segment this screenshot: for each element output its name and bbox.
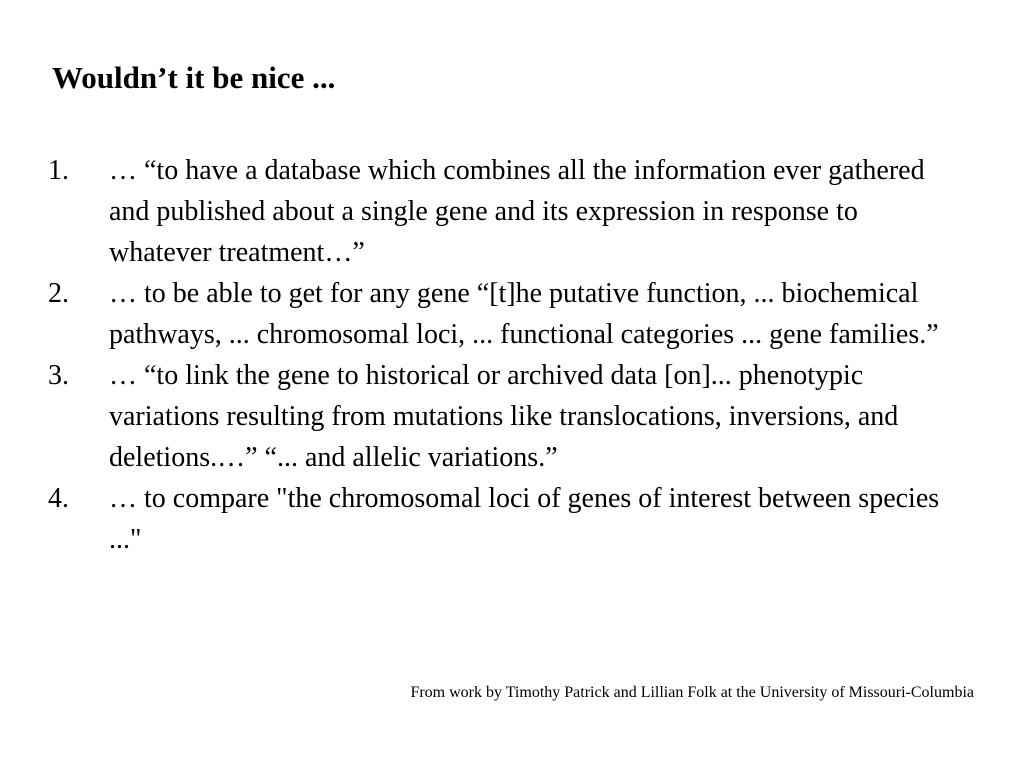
source-footnote: From work by Timothy Patrick and Lillian Folk at the University of Missouri-Columbia [410, 684, 974, 701]
list-item-text: … to compare "the chromosomal loci of genes of interest between species ..." [109, 483, 940, 555]
list-item-text: … “to have a database which combines all the information ever gathered and published about a single gene and its expression in response to whatever treatment…” [109, 155, 925, 268]
list-item-number: 3. [48, 360, 69, 391]
list-item-number: 1. [48, 155, 69, 186]
list-item-number: 2. [48, 278, 69, 309]
list-item-text: … “to link the gene to historical or archived data [on]... phenotypic variations resulting from mutations like translocations, inversions, and deletions.…” “... and allelic variations.” [109, 360, 899, 473]
slide-title: Wouldn’t it be nice ... [52, 60, 336, 95]
list-item [48, 355, 948, 478]
list-item [48, 150, 948, 273]
wish-list [48, 150, 948, 560]
list-item-number: 4. [48, 483, 69, 514]
list-item [48, 273, 948, 355]
list-item [48, 478, 948, 560]
list-item-text: … to be able to get for any gene “[t]he putative function, ... biochemical pathways, ... chromosomal loci, ... functional categories ... gene families.” [109, 278, 939, 350]
